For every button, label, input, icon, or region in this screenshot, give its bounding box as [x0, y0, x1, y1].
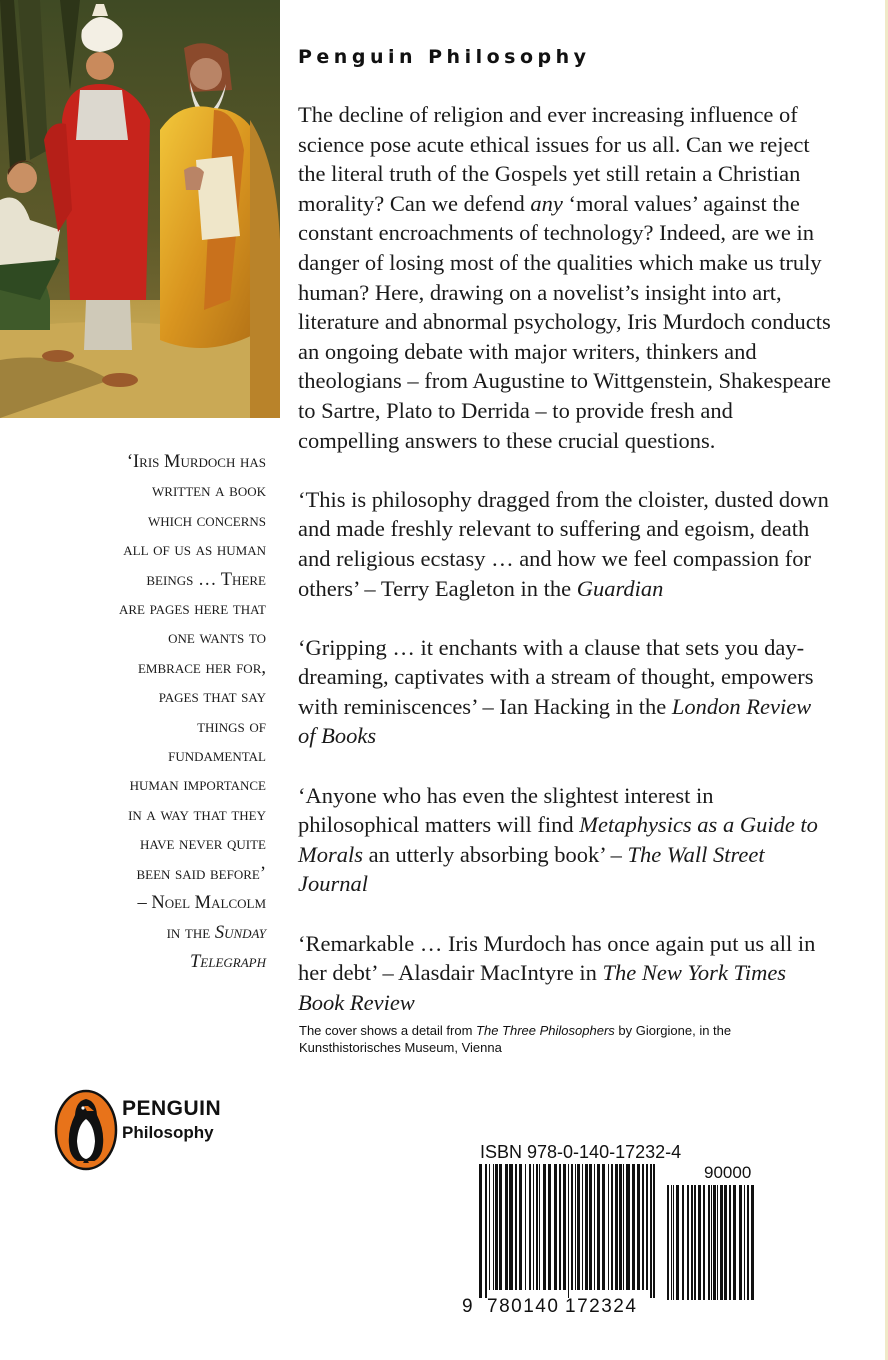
barcode-bar [602, 1164, 605, 1290]
barcode-bar [571, 1164, 573, 1290]
barcode-bar [536, 1164, 538, 1290]
pull-quote-line: one wants to [168, 628, 266, 649]
penguin-logo-icon [54, 1089, 118, 1171]
review-quote-macintyre: ‘Remarkable … Iris Murdoch has once again put us all in her debt’ – Alasdair MacIntyre in The New York Times Book Review [298, 930, 816, 1015]
barcode-bar [509, 1164, 513, 1290]
pull-quote-line: embrace her for, [137, 657, 266, 678]
barcode-bar [548, 1164, 551, 1290]
pull-quote-line: all of us as human [123, 540, 266, 561]
pull-quote-line: are pages here that [118, 599, 266, 620]
barcode-bar [543, 1164, 546, 1290]
barcode-bar [671, 1185, 672, 1300]
pull-quote-line: have never quite [140, 834, 266, 855]
barcode-bar [485, 1164, 487, 1298]
barcode-bar [733, 1185, 736, 1300]
barcode-bar [708, 1185, 710, 1300]
barcode-digit-first: 9 [462, 1296, 473, 1316]
pull-quote-line: beings … There [146, 569, 266, 590]
barcode-bar [577, 1164, 580, 1290]
barcode-bar [637, 1164, 640, 1290]
pull-quote-source: Telegraph [190, 951, 266, 972]
barcode-bar [673, 1185, 674, 1300]
isbn-barcode [462, 1160, 762, 1316]
barcode-bar [744, 1185, 745, 1300]
barcode-digits-right: 172324 [565, 1296, 638, 1316]
barcode-bar [568, 1164, 569, 1298]
barcode-bar [608, 1164, 609, 1290]
barcode-bar [499, 1164, 502, 1290]
review-quote-hacking: ‘Gripping … it enchants with a clause that sets you day-dreaming, captivates with a stream of thought, empowers with reminiscences’ – Ian Hacking in the London Review of Books [298, 634, 814, 749]
description-paragraph: The decline of religion and ever increasing influence of science pose acute ethical issues for us all. Can we reject the literal truth of the Gospels yet still retain a Christian morality? Can we defend any ‘moral values’ against the constant encroachments of technology? Indeed, are we in danger of losing most of the qualities which make us truly human? Here, drawing on a novelist’s insight into art, literature and abnormal psychology, Iris Murdoch conducts an ongoing debate with major writers, thinkers and theologians – from Augustine to Wittgenstein, Shakespeare to Sartre, Plato to Derrida – to provide fresh and compelling answers to these crucial questions. [298, 102, 831, 453]
pull-quote-line: been said before’ [136, 863, 266, 884]
barcode-bar [594, 1164, 595, 1290]
barcode-bar [751, 1185, 754, 1300]
barcode-bar [676, 1185, 679, 1300]
barcode-bar [493, 1164, 494, 1290]
barcode-bar [720, 1185, 723, 1300]
barcode-digits-left: 780140 [487, 1296, 560, 1316]
series-title: Penguin Philosophy [298, 46, 591, 68]
pull-quote-line: written a book [152, 481, 266, 502]
isbn-label: ISBN 978-0-140-17232-4 [480, 1142, 682, 1162]
pull-quote-source-line [40, 948, 266, 977]
barcode-bar [691, 1185, 693, 1300]
barcode-bar [724, 1185, 727, 1300]
back-cover-blurb [298, 100, 833, 1047]
barcode-bar [597, 1164, 600, 1290]
barcode-bar [529, 1164, 531, 1290]
pull-quote-line: ‘Iris Murdoch has [126, 452, 266, 472]
publisher-name: PENGUIN [122, 1097, 222, 1120]
barcode-bar [589, 1164, 592, 1290]
barcode-bar [495, 1164, 498, 1290]
barcode-bar [619, 1164, 622, 1290]
barcode-bar [653, 1164, 655, 1298]
pull-quote-line: in a way that they [128, 804, 266, 825]
pull-quote-line: fundamental [168, 746, 266, 767]
pull-quote-line: human importance [129, 775, 266, 796]
barcode-bar [682, 1185, 684, 1300]
cover-credit: The cover shows a detail from The Three Philosophers by Giorgione, in the Kunsthistorisches Museum, Vienna [299, 1023, 732, 1055]
barcode-bar [729, 1185, 731, 1300]
barcode-bar [525, 1164, 526, 1290]
review-quote-wsj: ‘Anyone who has even the slightest interest in philosophical matters will find Metaphysics as a Guide to Morals an utterly absorbing book’ – The Wall Street Journal [298, 782, 818, 897]
barcode-bar [703, 1185, 705, 1300]
barcode-bar [515, 1164, 517, 1290]
barcode-bars [479, 1164, 655, 1298]
barcode-bar [687, 1185, 689, 1300]
barcode-bar [626, 1164, 630, 1290]
barcode-bar [650, 1164, 652, 1298]
barcode-bar [505, 1164, 508, 1290]
pull-quote-line: which concerns [147, 510, 266, 531]
barcode-bar [694, 1185, 696, 1300]
barcode-bar [611, 1164, 613, 1290]
barcode-bar [615, 1164, 618, 1290]
pull-quote-line: pages that say [158, 687, 266, 708]
pull-quote-source-line: in the Sunday [166, 922, 266, 943]
barcode-bar [632, 1164, 635, 1290]
pull-quote-line: – Noel Malcolm [137, 893, 266, 914]
barcode-bar [582, 1164, 583, 1290]
addon-barcode-bars [667, 1185, 754, 1300]
barcode-bar [747, 1185, 749, 1300]
barcode-bar [698, 1185, 701, 1300]
barcode-bar [559, 1164, 561, 1290]
barcode-bar [642, 1164, 644, 1290]
price-code: 90000 [704, 1163, 752, 1182]
barcode-bar [711, 1185, 712, 1300]
cover-painting-detail [0, 0, 280, 418]
publisher-imprint [122, 1096, 221, 1144]
pull-quote-source: Sunday [214, 922, 266, 943]
review-quote-eagleton: ‘This is philosophy dragged from the cloister, dusted down and made freshly relevant to suffering and egoism, death and religious ecstasy … and how we feel compassion for others’ – Terry Eagleton in the Guardian [298, 486, 829, 601]
pull-quote-malcolm [40, 448, 266, 977]
barcode-bar [646, 1164, 648, 1290]
barcode-bar [667, 1185, 669, 1300]
barcode-bar [519, 1164, 522, 1290]
barcode-bar [739, 1185, 742, 1300]
barcode-bar [489, 1164, 490, 1290]
barcode-bar [713, 1185, 716, 1300]
barcode-bar [554, 1164, 557, 1290]
barcode-bar [563, 1164, 566, 1290]
imprint-name: Philosophy [122, 1123, 214, 1142]
barcode-bar [585, 1164, 588, 1290]
barcode-bar [717, 1185, 718, 1300]
pull-quote-line: things of [197, 716, 266, 737]
barcode-bar [539, 1164, 540, 1290]
barcode-bar [533, 1164, 534, 1290]
barcode-bar [575, 1164, 576, 1290]
barcode-bar [479, 1164, 482, 1298]
barcode-bar [623, 1164, 624, 1290]
